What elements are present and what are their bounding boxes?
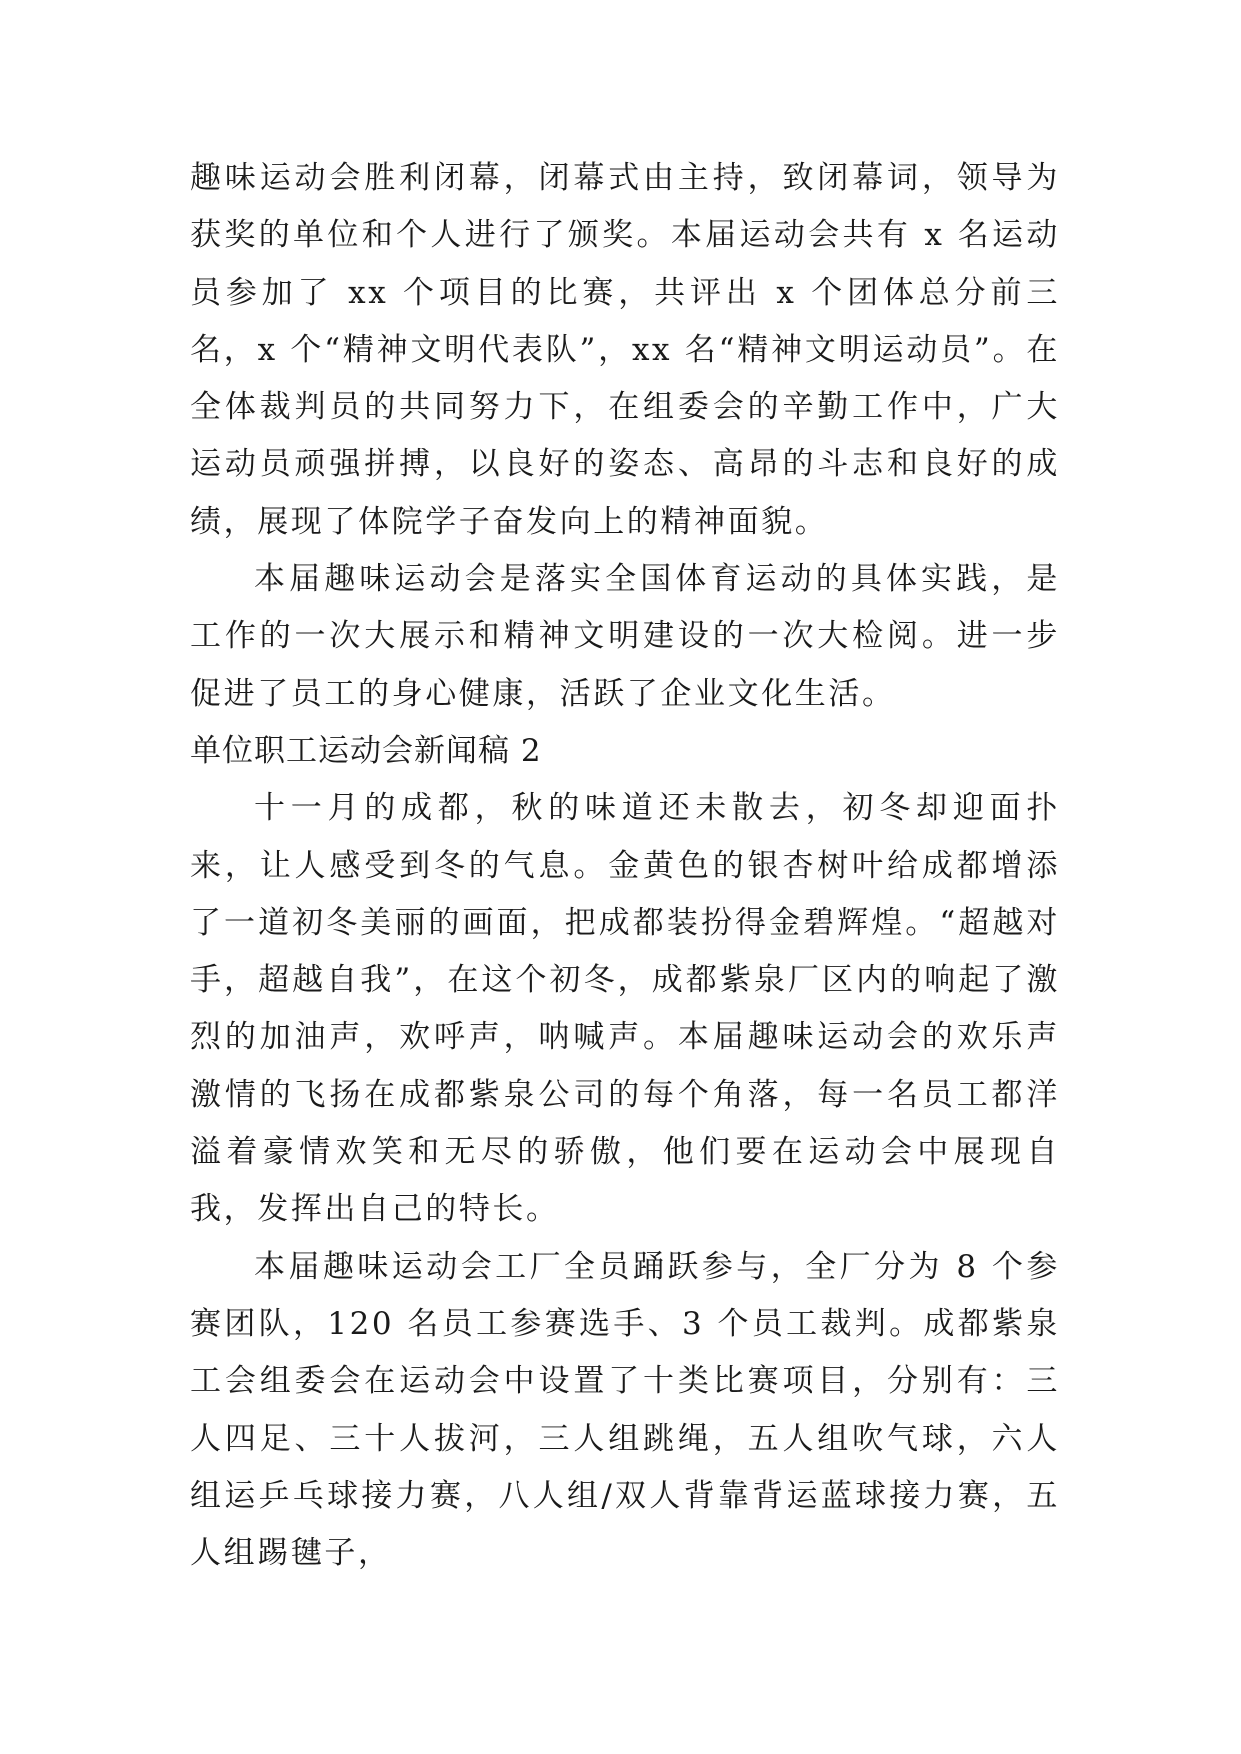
paragraph-participation: 本届趣味运动会工厂全员踊跃参与，全厂分为 8 个参赛团队，120 名员工参赛选手、3 个员工裁判。成都紫泉工会组委会在运动会中设置了十类比赛项目，分别有：三人四足、三十人拔河，三人组跳绳，五人组吹气球，六人组运乒乓球接力赛，八人组/双人背靠背运蓝球接力赛，五人组踢毽子， [190, 1248, 1060, 1572]
paragraph-closing-ceremony: 趣味运动会胜利闭幕，闭幕式由主持，致闭幕词，领导为获奖的单位和个人进行了颁奖。本届运动会共有 x 名运动员参加了 xx 个项目的比赛，共评出 x 个团体总分前三名，x 个“精神文明代表队”，xx 名“精神文明运动员”。在全体裁判员的共同努力下，在组委会的辛勤工作中，广大运动员顽强拼搏，以良好的姿态、高昂的斗志和良好的成绩，展现了体院学子奋发向上的精神面貌。 [190, 160, 1060, 540]
paragraph-chengdu-winter: 十一月的成都，秋的味道还未散去，初冬却迎面扑来，让人感受到冬的气息。金黄色的银杏树叶给成都增添了一道初冬美丽的画面，把成都装扮得金碧辉煌。“超越对手，超越自我”，在这个初冬，成都紫泉厂区内的响起了激烈的加油声，欢呼声，呐喊声。本届趣味运动会的欢乐声激情的飞扬在成都紫泉公司的每个角落，每一名员工都洋溢着豪情欢笑和无尽的骄傲，他们要在运动会中展现自我，发挥出自己的特长。 [190, 790, 1060, 1228]
section-heading: 单位职工运动会新闻稿 2 [190, 732, 542, 769]
document-body [190, 150, 1060, 1582]
paragraph-significance: 本届趣味运动会是落实全国体育运动的具体实践，是工作的一次大展示和精神文明建设的一次大检阅。进一步促进了员工的身心健康，活跃了企业文化生活。 [190, 561, 1060, 712]
